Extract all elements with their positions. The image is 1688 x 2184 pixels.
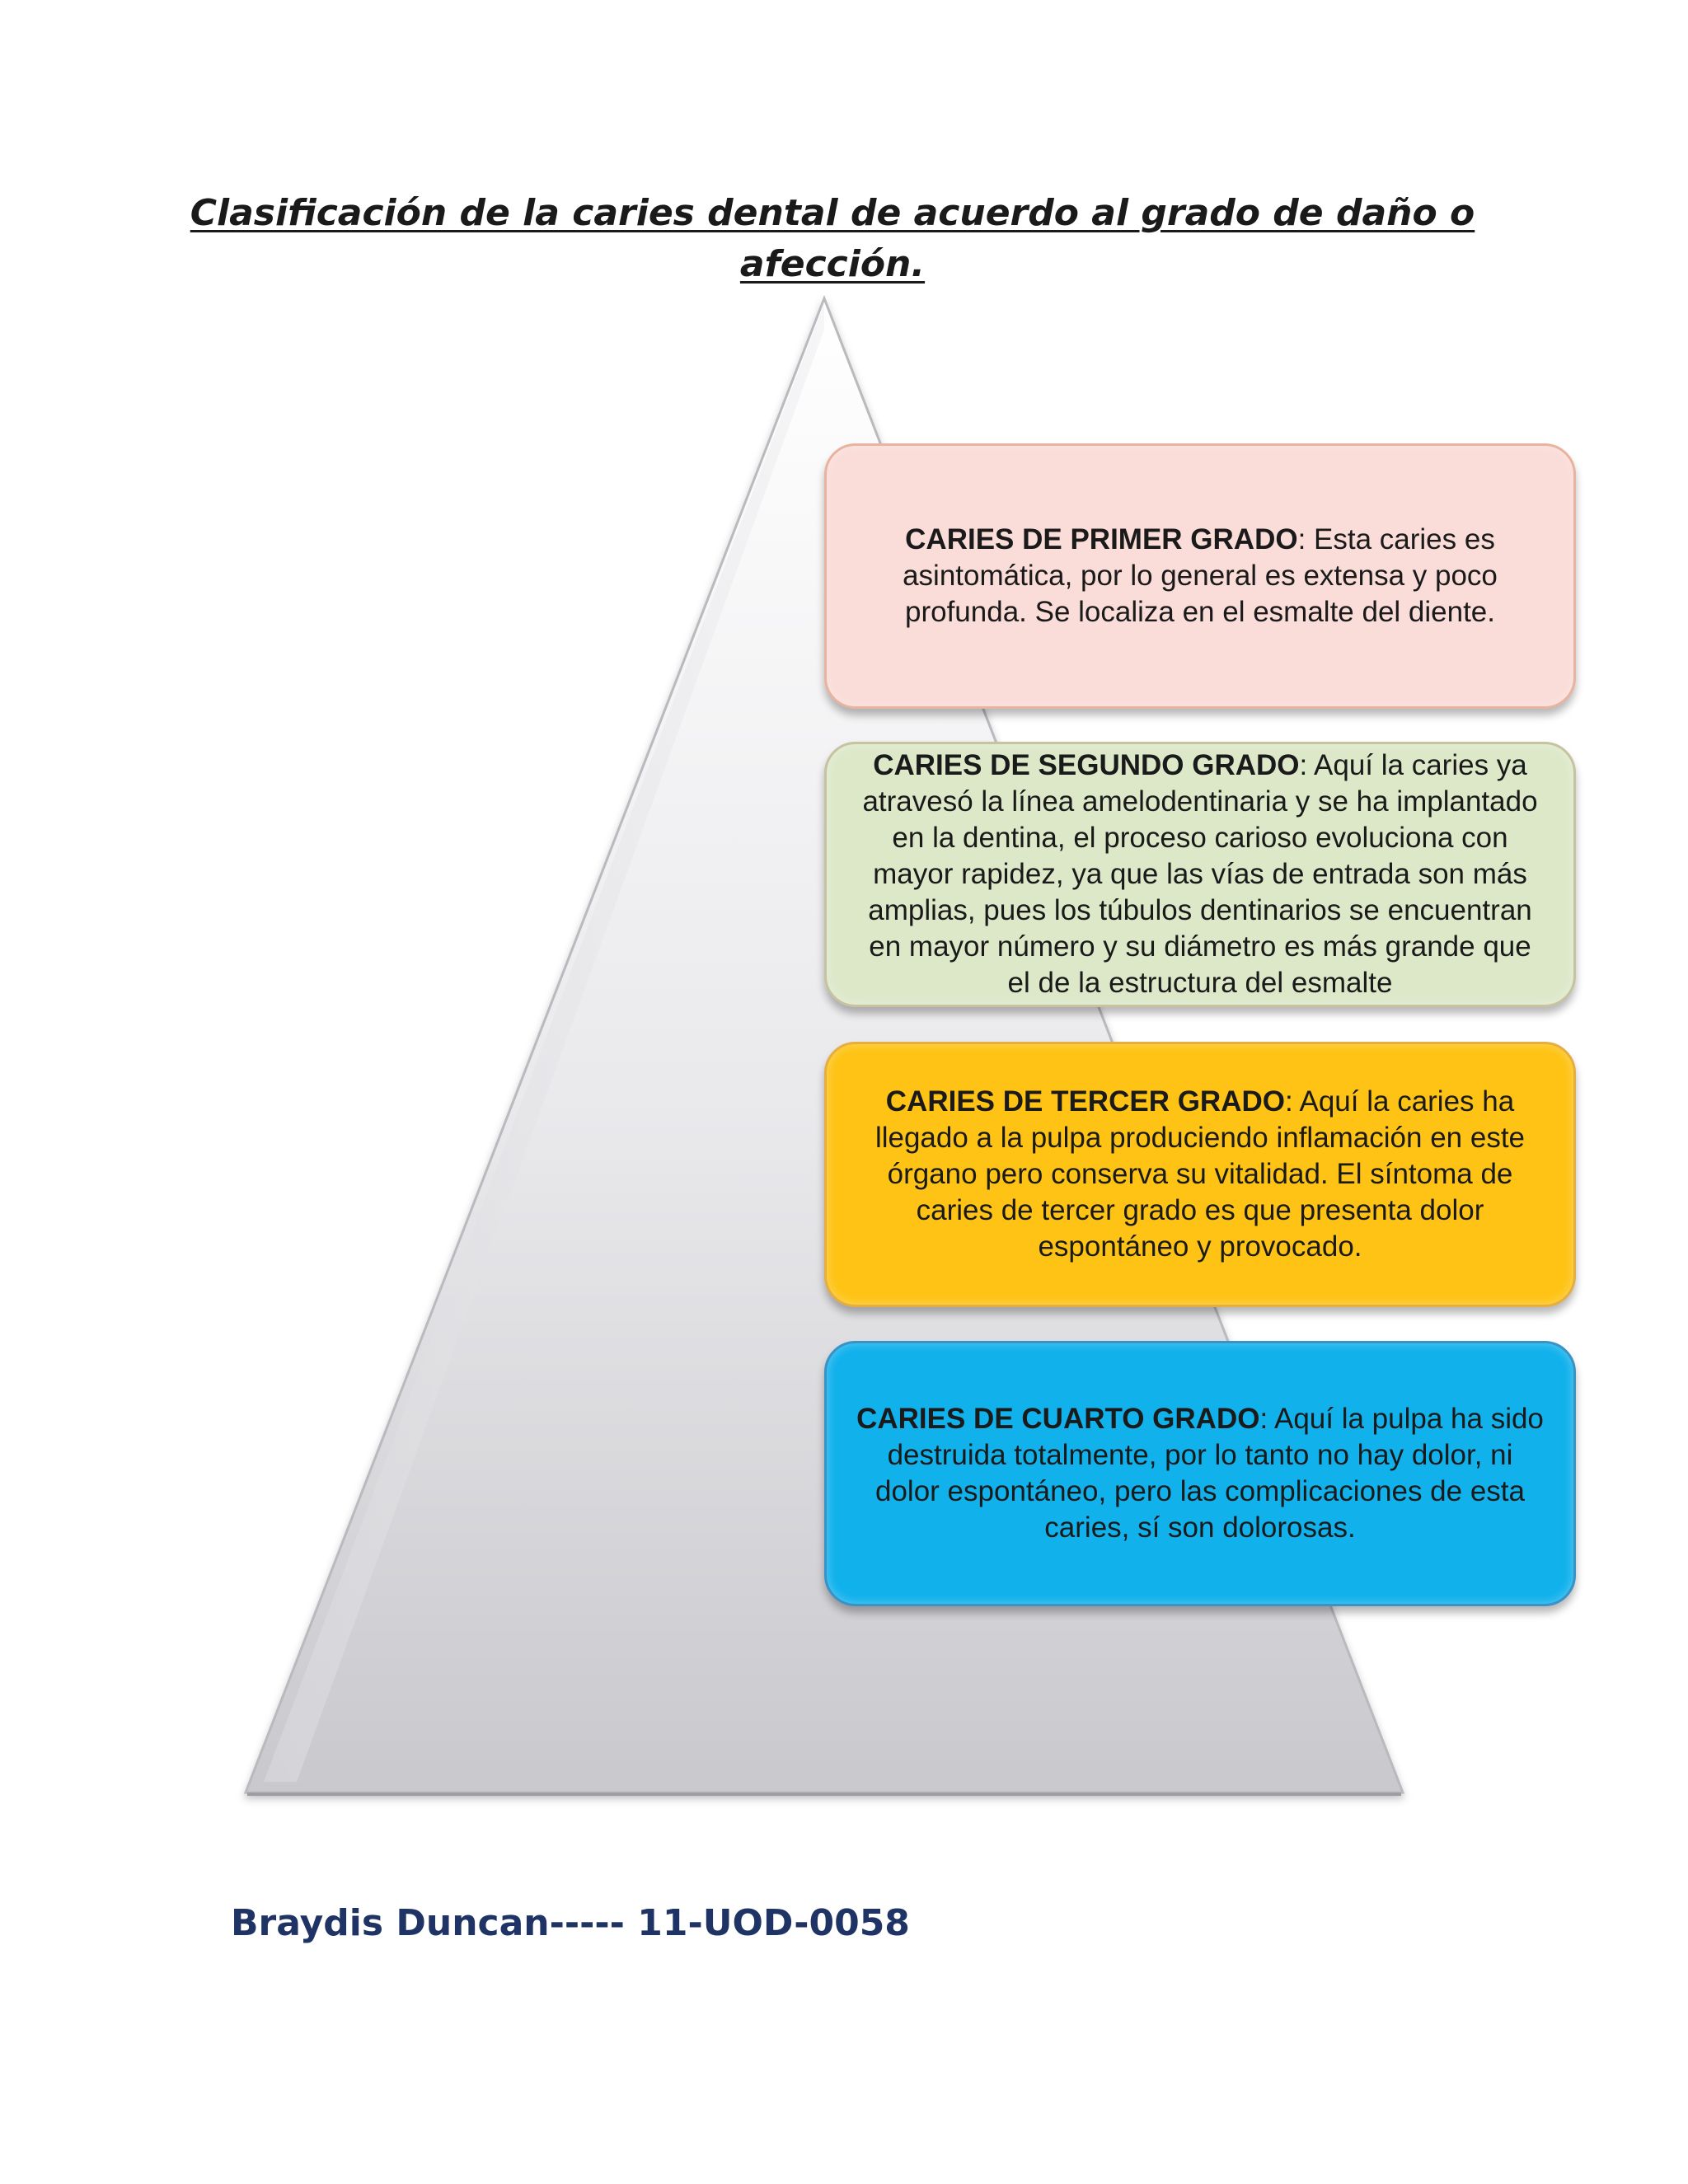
level-text	[855, 1401, 1545, 1546]
level-box-third-grade	[824, 1042, 1576, 1307]
level-text	[855, 1084, 1545, 1265]
level-description: : Aquí la pulpa ha sido destruida totalmente, por lo tanto no hay dolor, ni dolor espontáneo, pero las complicaciones de esta caries, sí son dolorosas.	[875, 1403, 1544, 1544]
level-heading: CARIES DE TERCER GRADO	[885, 1085, 1285, 1118]
level-description: : Esta caries es asintomática, por lo general es extensa y poco profunda. Se localiza en el esmalte del diente.	[903, 523, 1498, 628]
title-line-1: Clasificación de la caries dental de acuerdo al grado de daño o	[190, 192, 1475, 234]
level-box-first-grade	[824, 443, 1576, 709]
level-heading: CARIES DE SEGUNDO GRADO	[873, 749, 1300, 781]
level-heading: CARIES DE CUARTO GRADO	[856, 1403, 1260, 1435]
level-box-fourth-grade	[824, 1341, 1576, 1606]
level-description: : Aquí la caries ya atravesó la línea amelodentinaria y se ha implantado en la dentina, el proceso carioso evoluciona con mayor rapidez, ya que las vías de entrada son más amplias, pues los túbulos dentinarios se encuentran en mayor número y su diámetro es más grande que el de la estructura del esmalte	[862, 749, 1538, 999]
level-text	[855, 748, 1545, 1001]
level-text	[855, 522, 1545, 630]
level-description: : Aquí la caries ha llegado a la pulpa produciendo inflamación en este órgano pero conserva su vitalidad. El síntoma de caries de tercer grado es que presenta dolor espontáneo y provocado.	[874, 1085, 1526, 1263]
level-heading: CARIES DE PRIMER GRADO	[905, 523, 1298, 555]
author-line: Braydis Duncan----- 11-UOD-0058	[231, 1902, 910, 1944]
title-line-2: afección.	[739, 243, 926, 285]
level-box-second-grade	[824, 742, 1576, 1007]
